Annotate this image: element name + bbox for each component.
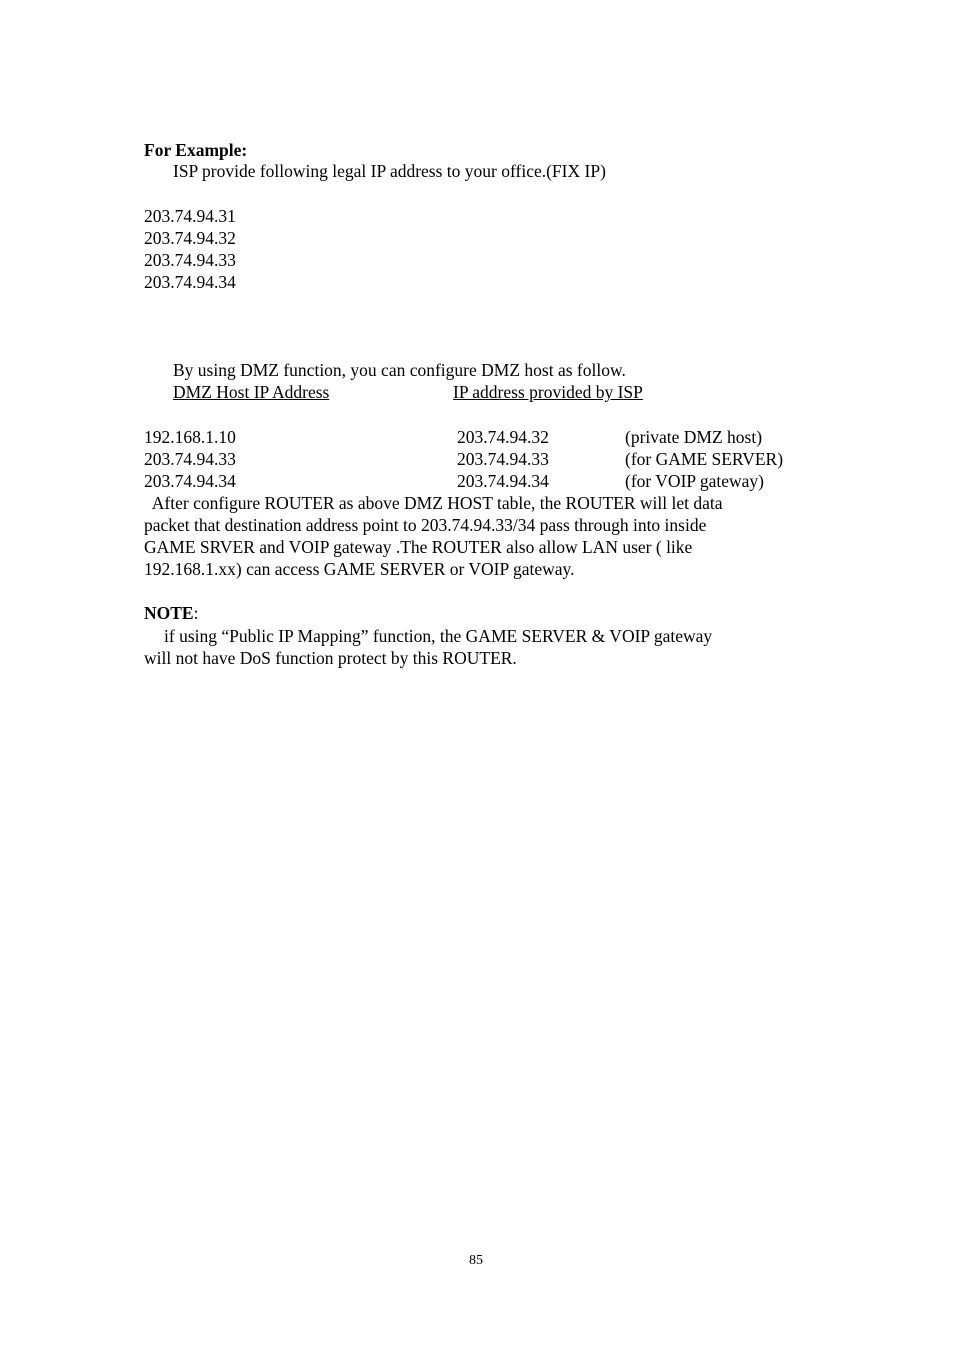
page-number: 85 <box>469 1253 483 1268</box>
dmz-row-host: 203.74.94.34 <box>144 471 236 491</box>
note-line: if using “Public IP Mapping” function, the GAME SERVER & VOIP gateway <box>164 626 713 646</box>
dmz-row-isp: 203.74.94.32 <box>457 427 549 447</box>
dmz-row-isp: 203.74.94.33 <box>457 449 549 469</box>
dmz-explanation-line: 192.168.1.xx) can access GAME SERVER or VOIP gateway. <box>144 559 575 579</box>
ip-list-item: 203.74.94.31 <box>144 206 236 226</box>
note-heading <box>144 602 198 624</box>
dmz-row-note: (for VOIP gateway) <box>625 471 764 491</box>
note-line: will not have DoS function protect by this ROUTER. <box>144 648 517 668</box>
ip-list-item: 203.74.94.33 <box>144 250 236 270</box>
example-heading: For Example: <box>144 140 248 160</box>
ip-list-item: 203.74.94.34 <box>144 272 236 292</box>
dmz-explanation-line: packet that destination address point to 203.74.94.33/34 pass through into inside <box>144 515 707 535</box>
example-intro: ISP provide following legal IP address to your office.(FIX IP) <box>173 161 606 181</box>
note-colon: : <box>193 603 199 623</box>
dmz-row-isp: 203.74.94.34 <box>457 471 549 491</box>
dmz-row-note: (for GAME SERVER) <box>625 449 784 469</box>
dmz-row-note: (private DMZ host) <box>625 427 763 447</box>
dmz-row-host: 192.168.1.10 <box>144 427 236 447</box>
dmz-intro: By using DMZ function, you can configure DMZ host as follow. <box>173 360 626 380</box>
dmz-header-isp: IP address provided by ISP <box>453 382 643 402</box>
ip-list-item: 203.74.94.32 <box>144 228 236 248</box>
dmz-explanation-line: After configure ROUTER as above DMZ HOST table, the ROUTER will let data <box>144 493 723 513</box>
dmz-explanation-line: GAME SRVER and VOIP gateway .The ROUTER also allow LAN user ( like <box>144 537 693 557</box>
note-label: NOTE <box>144 603 194 623</box>
dmz-header-host: DMZ Host IP Address <box>173 382 330 402</box>
dmz-row-host: 203.74.94.33 <box>144 449 236 469</box>
